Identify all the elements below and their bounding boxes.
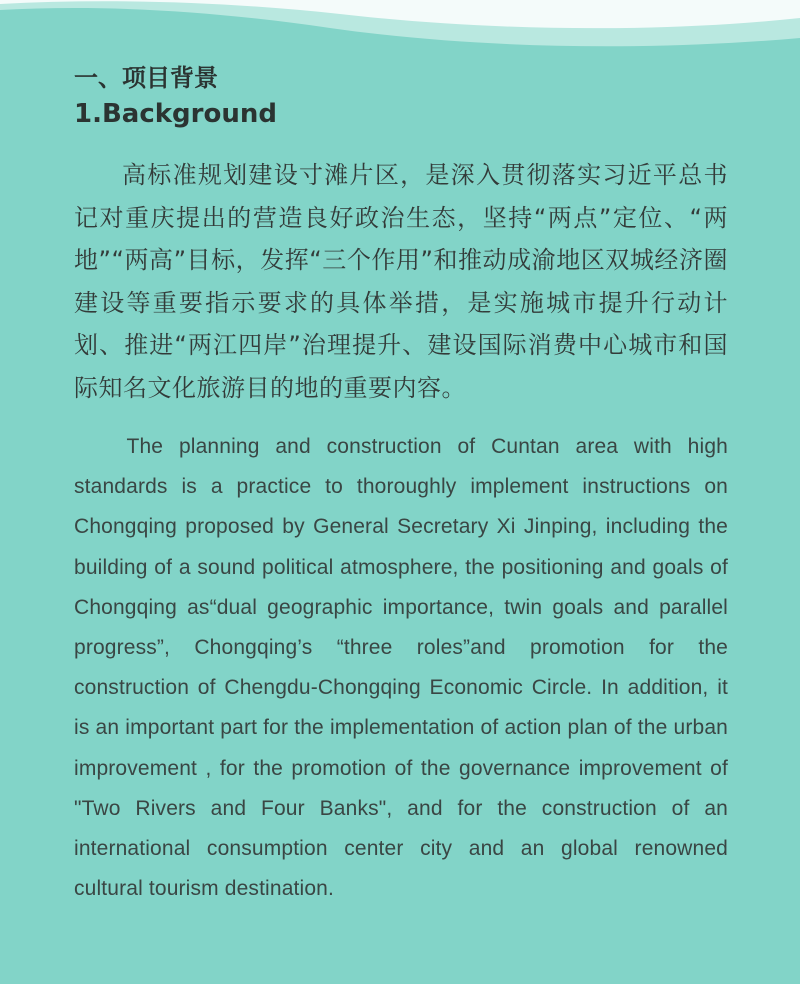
content-area [74, 60, 728, 909]
section-title-en: 1.Background [74, 99, 277, 129]
section-title-cn: 一、项目背景 [74, 64, 218, 92]
paragraph-cn: 高标准规划建设寸滩片区，是深入贯彻落实习近平总书记对重庆提出的营造良好政治生态，坚持“两点”定位、“两地”“两高”目标，发挥“三个作用”和推动成渝地区双城经济圈建设等重要指示要求的具体举措，是实施城市提升行动计划、推进“两江四岸”治理提升、建设国际消费中心城市和国际知名文化旅游目的地的重要内容。 [74, 161, 728, 402]
paragraph-en: The planning and construction of Cuntan area with high standards is a practice to thoroughly implement instructions on Chongqing proposed by General Secretary Xi Jinping, including the building of a sound political atmosphere, the positioning and goals of Chongqing as“dual geographic importance, twin goals and parallel progress”, Chongqing’s “three roles”and promotion for the construction of Chengdu-Chongqing Economic Circle. In addition, it is an important part for the implementation of action plan of the urban improvement , for the promotion of the governance improvement of "Two Rivers and Four Banks", and for the construction of an international consumption center city and an global renowned cultural tourism destination. [74, 435, 728, 901]
